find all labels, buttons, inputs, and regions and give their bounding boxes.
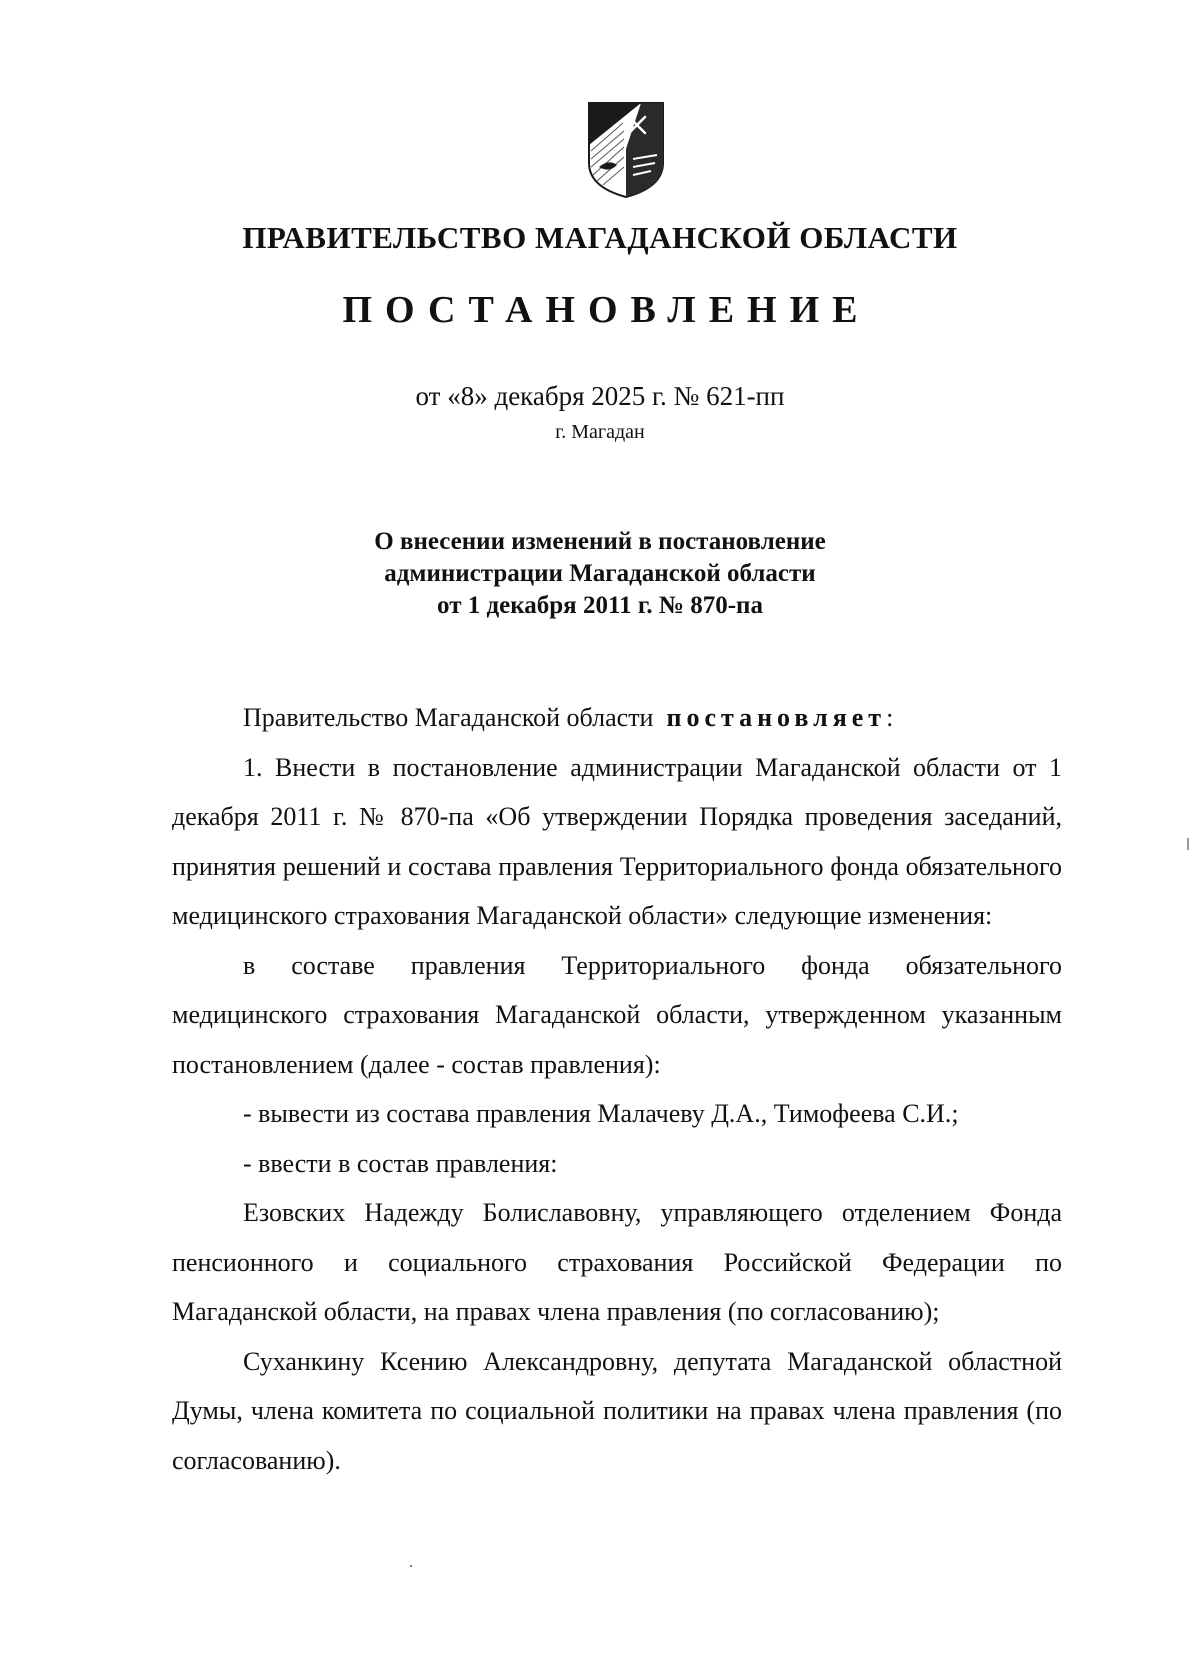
scan-artifact-dot <box>410 1565 412 1567</box>
document-date-number: от «8» декабря 2025 г. № 621-пп <box>415 381 785 411</box>
document-place: г. Магадан <box>555 421 645 443</box>
intro-suffix: : <box>886 703 894 732</box>
paragraph-1: 1. Внести в постановление администрации Магаданской области от 1 декабря 2011 г. № 870-па «Об утверждении Порядка проведения заседаний, принятия решений и состава правления Территориального фонда обязательного медицинского страхования Магаданской области» следующие изменения: <box>172 752 1062 930</box>
subject-line: О внесении изменений в постановление <box>374 528 826 555</box>
paragraph-4: - ввести в состав правления: <box>243 1148 558 1178</box>
document-subject <box>0 526 1200 622</box>
intro-paragraph <box>172 693 1062 743</box>
intro-verb: постановляет <box>666 703 887 732</box>
scan-artifact-mark <box>1187 838 1189 850</box>
paragraph-6: Суханкину Ксению Александровну, депутата Магаданской областной Думы, члена комитета по социальной политики на правах члена правления (по согласованию). <box>172 1346 1062 1475</box>
subject-line: администрации Магаданской области <box>384 560 816 587</box>
paragraph-2: в составе правления Территориального фонда обязательного медицинского страхования Магаданской области, утвержденном указанным постановлением (далее - состав правления): <box>172 950 1062 1079</box>
document-type-heading: ПОСТАНОВЛЕНИЕ <box>342 289 871 331</box>
subject-line: от 1 декабря 2011 г. № 870-па <box>437 592 763 619</box>
paragraph-3: - вывести из состава правления Малачеву Д.А., Тимофеева С.И.; <box>243 1099 959 1128</box>
paragraph-5: Езовских Надежду Болиславовну, управляющего отделением Фонда пенсионного и социального страхования Российской Федерации по Магаданской области, на правах члена правления (по согласованию); <box>172 1198 1062 1326</box>
coat-of-arms-icon <box>587 101 665 199</box>
document-body <box>172 693 1062 1485</box>
intro-prefix: Правительство Магаданской области <box>243 703 654 732</box>
organization-title: ПРАВИТЕЛЬСТВО МАГАДАНСКОЙ ОБЛАСТИ <box>242 220 958 255</box>
